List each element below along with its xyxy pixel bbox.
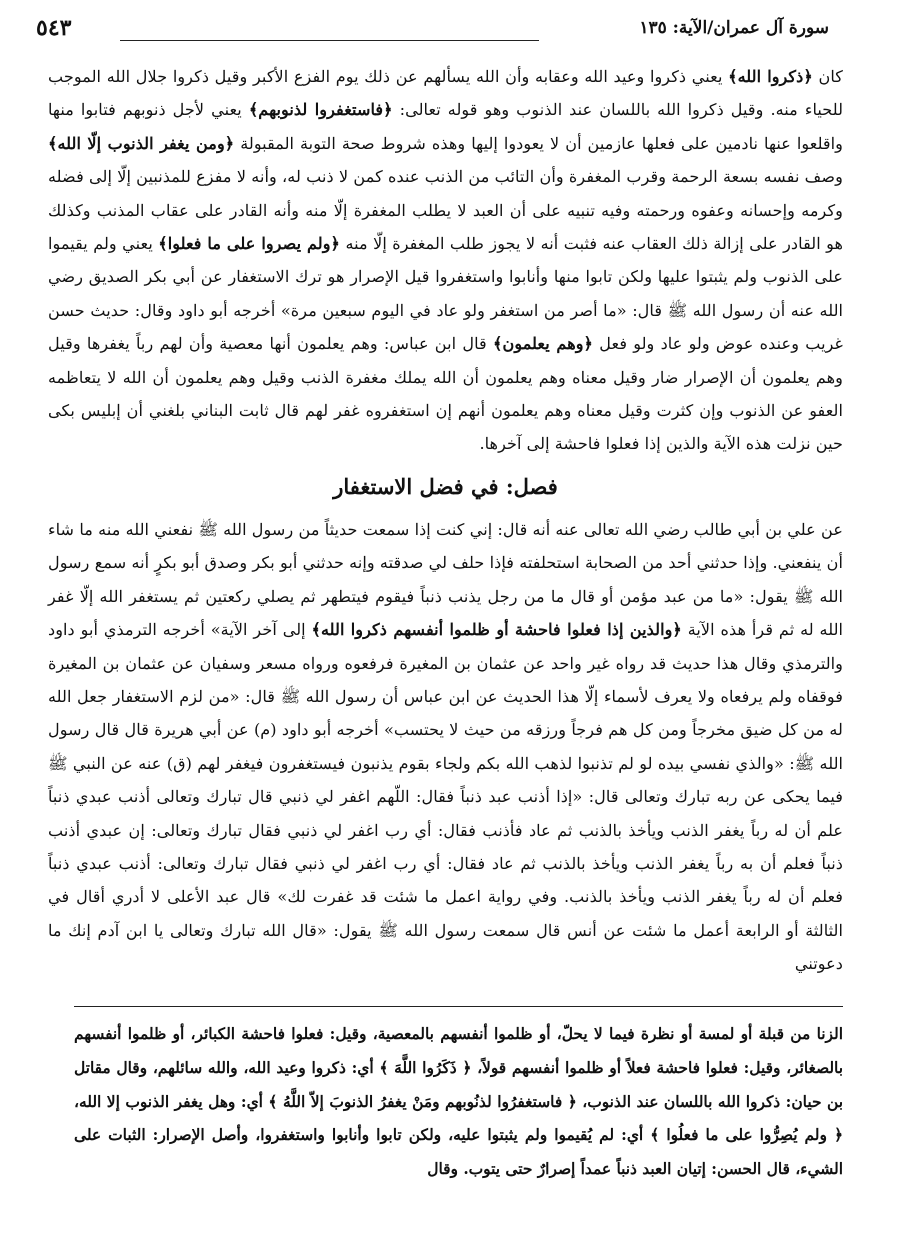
main-text bbox=[48, 60, 843, 981]
header-rule bbox=[120, 40, 539, 41]
footnotes bbox=[74, 1018, 843, 1187]
text-segment: يعني ذكروا وعيد الله وعقابه وأن الله يسألهم عن ذلك يوم الفزع الأكبر وقيل ذكروا جلال الله الموجب للحياء منه. وقيل ذكروا الله باللسان عند الذنوب وهو قوله تعالى: bbox=[48, 67, 844, 120]
quran-quote: ﴿ولم يصروا على ما فعلوا﴾ bbox=[158, 234, 341, 254]
footnote-text: الزنا من قبلة أو لمسة أو نظرة فيما لا يحلّ، أو ظلموا أنفسهم بالمعصية، وقيل: فعلوا فاحشة الكبائر، أو ظلموا أنفسهم بالصغائر، وقيل: فعلوا فاحشة فعلاً أو ظلموا أنفسهم قولاً، ﴿ ذَكَرُوا اللَّهَ ﴾ أي: ذكروا وعيد الله، والله سائلهم، وقال مقاتل بن حيان: ذكروا الله باللسان عند الذنوب، ﴿ فاستغفرُوا لذنُوبهم ومَنْ يغفرُ الذنوبَ إلاّ اللَّهُ ﴾ أي: وهل يغفر الذنوب إلا الله، ﴿ ولم يُصِرُّوا على ما فعلُوا ﴾ أي: لم يُقيموا ولم يثبتوا عليه، ولكن تابوا وأنابوا واستغفروا، وأصل الإصرار: الثبات على الشيء، قال الحسن: إتيان العبد ذنباً عمداً إصرارٌ حتى يتوب. وقال bbox=[74, 1025, 843, 1179]
text-segment: كان bbox=[812, 67, 844, 86]
text-segment: يعني لأجل ذنوبهم فتابوا منها واقلعوا عنها نادمين على فعلها عازمين أن لا يعودوا إليها وهذه شروط صحة التوبة المقبولة bbox=[48, 100, 843, 153]
text-segment: يعني ولم يقيموا على الذنوب ولم يثبتوا عليها ولكن تابوا منها وأنابوا واستغفروا قيل الإصرار هو ترك الاستغفار عن أبي بكر الصديق رضي الله عنه أن رسول الله ﷺ قال: «ما أصر من استغفر ولو عاد في اليوم سبعين مرة» أخرجه أبو داود وقال: حديث حسن غريب وعنده عوض ولو عاد ولو فعل bbox=[48, 234, 844, 354]
running-title: سورة آل عمران/الآية: ١٣٥ bbox=[639, 18, 829, 38]
quran-quote: ﴿والذين إذا فعلوا فاحشة أو ظلموا أنفسهم ذكروا الله﴾ bbox=[311, 620, 682, 640]
hadith-paragraph bbox=[48, 513, 843, 981]
text-segment: إلى آخر الآية» أخرجه الترمذي أبو داود والترمذي وقال هذا حديث قد رواه غير واحد عن عثمان بن المغيرة فرفعوه ورواه مسعر وسفيان عن عثمان بن المغيرة فوقفاه ولم يرفعاه ولا يعرف لأسماء إلّا هذا الحديث عن ابن عباس أن رسول الله ﷺ قال: «من لزم الاستغفار جعل الله له من كل ضيق مخرجاً ومن كل هم فرجاً ورزقه من حيث لا يحتسب» أخرجه أبو داود (م) عن أبي هريرة قال قال رسول الله ﷺ: «والذي نفسي بيده لو لم تذنبوا لذهب الله بكم ولجاء بقوم يذنبون فيستغفرون فيغفر لهم (ق) عنه عن النبي ﷺ فيما يحكى عن ربه تبارك وتعالى قال: «إذا أذنب عبد ذنباً فقال: اللّهم اغفر لي ذنبي قال تبارك وتعالى أذنب عبدي ذنباً علم أن له رباً يغفر الذنب ويأخذ بالذنب ثم عاد فأذنب فقال: أي رب اغفر لي ذنبي فقال تبارك وتعالى: إن عبدي أذنب ذنباً فعلم أن به رباً يغفر الذنب ويأخذ بالذنب ثم عاد فقال: أي رب اغفر لي ذنبي فقال تبارك وتعالى: أذنب عبدي ذنباً فعلم أن له رباً يغفر الذنب ويأخذ بالذنب. وفي رواية اعمل ما شئت قد غفرت لك» قال عبد الأعلى لا أدري أقال في الثالثة أو الرابعة أعمل ما شئت عن أنس قال سمعت رسول الله ﷺ يقول: «قال الله تبارك وتعالى يا ابن آدم إنك ما دعوتني bbox=[48, 620, 843, 974]
quran-quote: ﴿ذكروا الله﴾ bbox=[728, 67, 813, 86]
page-number: ٥٤٣ bbox=[36, 15, 72, 41]
quran-quote: ﴿ومن يغفر الذنوب إلّا الله﴾ bbox=[48, 133, 235, 153]
quran-quote: ﴿وهم يعلمون﴾ bbox=[492, 334, 594, 354]
footnote-rule bbox=[74, 1006, 843, 1007]
section-heading: فصل: في فضل الاستغفار bbox=[333, 473, 558, 499]
text-segment: عن علي بن أبي طالب رضي الله تعالى عنه أنه قال: إني كنت إذا سمعت حديثاً من رسول الله ﷺ نفعني الله منه ما شاء أن ينفعني. وإذا حدثني أحد من الصحابة استحلفته فإذا حلف لي صدقته وإنه حدثني أبو بكر وصدق أبو بكرٍ أنه سمع رسول الله ﷺ يقول: «ما من عبد مؤمن أو قال ما من رجل يذنب ذنباً فيقوم فيتطهر ثم يصلي ركعتين ثم يستغفر الله إلّا غفر الله له ثم قرأ هذه الآية bbox=[48, 519, 844, 640]
commentary-paragraph bbox=[48, 60, 843, 461]
text-segment: وصف نفسه بسعة الرحمة وقرب المغفرة وأن التائب من الذنب عنده كمن لا ذنب له، وأنه لا مفزع للمذنبين إلّا إلى فضله وكرمه وإحسانه وعفوه ورحمته وفيه تنبيه على أن العبد لا يطلب المغفرة إلّا منه وأنه القادر على عقاب المذنب وكذلك هو القادر على إزالة ذلك العقاب عنه فثبت أنه لا يجوز طلب المغفرة إلّا منه bbox=[48, 167, 844, 254]
quran-quote: ﴿فاستغفروا لذنوبهم﴾ bbox=[248, 100, 393, 120]
text-segment: قال ابن عباس: وهم يعلمون أنها معصية وأن لهم رباً يغفرها وقيل وهم يعلمون أن الإصرار ضار وقيل معناه وهم يعلمون أن الله يملك مغفرة الذنب وقيل وهم يعلمون أن الله لا يتعاظمه العفو عن الذنوب وإن كثرت وقيل معناه وهم يعلمون أنهم إن استغفروه غفر لهم قال ثابت البناني بلغني أن إبليس بكى حين نزلت هذه الآية والذين إذا فعلوا فاحشة إلى آخرها. bbox=[48, 334, 843, 454]
